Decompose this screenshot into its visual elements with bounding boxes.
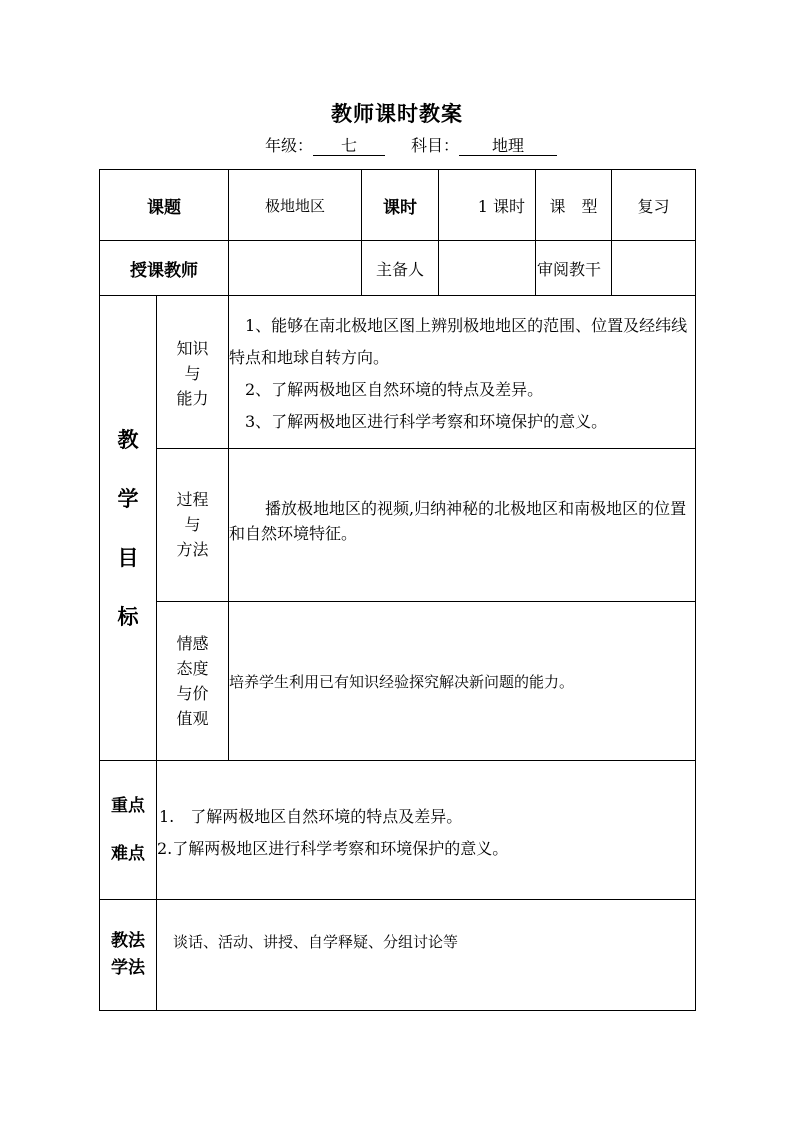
key-points-label: 重点 难点 — [100, 761, 157, 900]
topic-label: 课题 — [100, 170, 229, 241]
reviewer-label: 审阅教干 — [536, 241, 612, 296]
key-point-item: 2.了解两极地区进行科学考察和环境保护的意义。 — [157, 839, 509, 858]
objectives-label — [100, 296, 157, 761]
teacher-value — [229, 241, 362, 296]
lead-preparer-value — [439, 241, 536, 296]
lead-preparer-label: 主备人 — [362, 241, 439, 296]
emotion-content: 培养学生利用已有知识经验探究解决新问题的能力。 — [229, 602, 696, 761]
page-title: 教师课时教案 — [331, 101, 463, 126]
type-label: 课 型 — [536, 170, 612, 241]
grade-label: 年级： — [265, 136, 314, 155]
objectives-char-1: 教 — [117, 427, 139, 452]
hours-label: 课时 — [362, 170, 439, 241]
lesson-plan-table — [99, 169, 696, 1011]
objectives-char-3: 目 — [117, 545, 139, 570]
key-points-row — [100, 761, 696, 900]
subject-value: 地理 — [459, 137, 557, 156]
emotion-row — [100, 602, 696, 761]
subject-label: 科目： — [411, 136, 460, 155]
objectives-char-2: 学 — [117, 486, 139, 511]
knowledge-item: 1、能够在南北极地区图上辨别极地地区的范围、位置及经纬线特点和地球自转方向。 — [229, 316, 688, 367]
process-content: 播放极地地区的视频,归纳神秘的北极地区和南极地区的位置和自然环境特征。 — [229, 449, 696, 602]
emotion-label: 情感 态度 与价 值观 — [157, 602, 229, 761]
process-row — [100, 449, 696, 602]
methods-row — [100, 900, 696, 1011]
type-value: 复习 — [612, 170, 696, 241]
key-points-content — [157, 761, 696, 900]
reviewer-value — [612, 241, 696, 296]
grade-subject-line — [265, 133, 557, 156]
teacher-row — [100, 241, 696, 296]
methods-content: 谈话、活动、讲授、自学释疑、分组讨论等 — [157, 900, 696, 1011]
knowledge-item: 2、了解两极地区自然环境的特点及差异。 — [245, 380, 544, 399]
key-point-item: 1. 了解两极地区自然环境的特点及差异。 — [159, 807, 463, 826]
knowledge-label: 知识 与 能力 — [157, 296, 229, 449]
methods-label: 教法 学法 — [100, 900, 157, 1011]
knowledge-content — [229, 296, 696, 449]
process-label: 过程 与 方法 — [157, 449, 229, 602]
topic-row — [100, 170, 696, 241]
teacher-label: 授课教师 — [100, 241, 229, 296]
grade-value: 七 — [313, 137, 385, 156]
hours-value: 1 课时 — [439, 170, 536, 241]
knowledge-row — [100, 296, 696, 449]
topic-value: 极地地区 — [229, 170, 362, 241]
objectives-char-4: 标 — [117, 604, 139, 629]
knowledge-item: 3、了解两极地区进行科学考察和环境保护的意义。 — [245, 412, 608, 431]
